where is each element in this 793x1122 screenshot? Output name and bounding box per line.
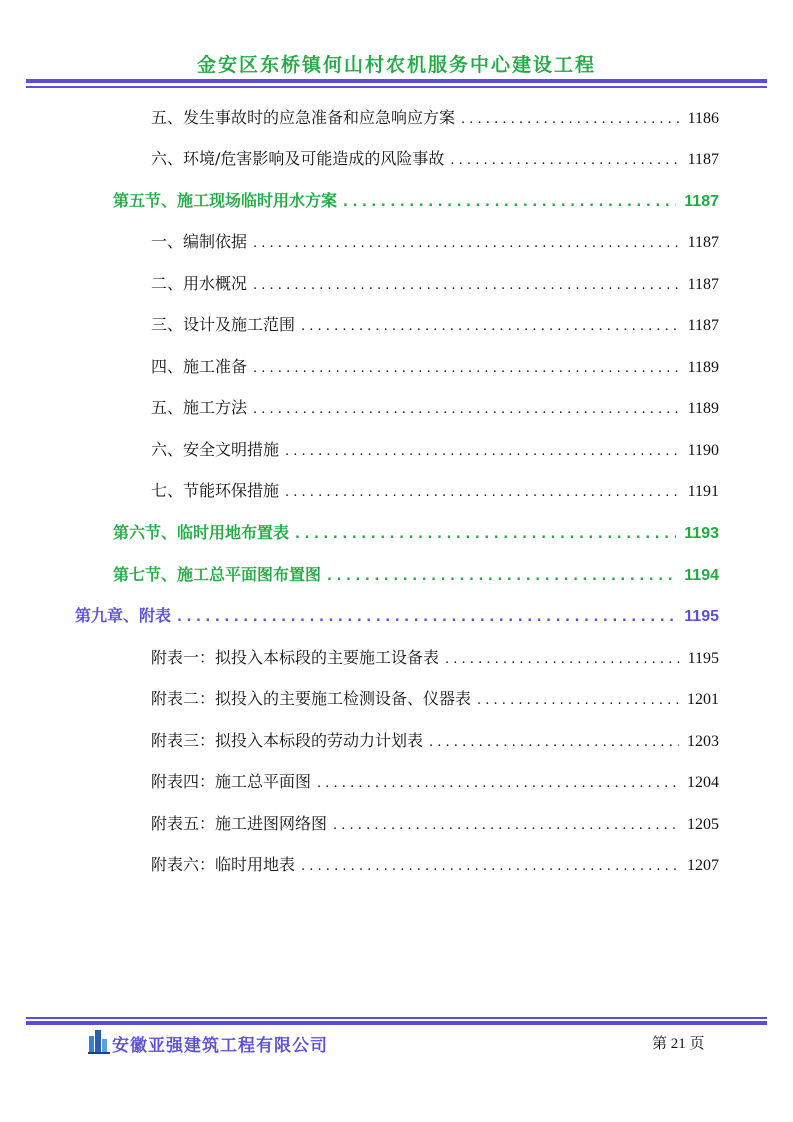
toc-leader-dots <box>301 315 680 339</box>
footer-company-name: 安徽亚强建筑工程有限公司 <box>112 1036 328 1056</box>
toc-entry[interactable] <box>151 396 719 420</box>
toc-title: 附表一：拟投入本标段的主要施工设备表 <box>151 648 440 667</box>
toc-page-number: 1195 <box>684 608 719 625</box>
toc-page-number: 1194 <box>684 567 719 584</box>
toc-title: 五、发生事故时的应急准备和应急响应方案 <box>151 108 456 127</box>
toc-title: 二、用水概况 <box>151 274 248 293</box>
toc-page-number: 1205 <box>687 816 719 833</box>
toc-title: 一、编制依据 <box>151 232 248 251</box>
toc-entry[interactable] <box>151 147 719 171</box>
toc-entry[interactable] <box>151 438 719 462</box>
toc-entry-section[interactable] <box>113 189 719 213</box>
toc-entry[interactable] <box>151 729 719 753</box>
toc-title: 附表六：临时用地表 <box>151 855 296 874</box>
header-rule-thick <box>26 79 767 83</box>
toc-leader-dots <box>177 606 676 630</box>
toc-page-number: 1191 <box>687 483 719 500</box>
toc-title: 七、节能环保措施 <box>151 481 280 500</box>
toc-page-number: 1203 <box>687 733 719 750</box>
toc-entry-chapter[interactable] <box>75 604 719 628</box>
toc-entry[interactable] <box>151 646 719 670</box>
toc-page-number: 1187 <box>687 234 719 251</box>
toc-entry-section[interactable] <box>113 521 719 545</box>
toc-page-number: 1189 <box>687 359 719 376</box>
toc-leader-dots <box>301 855 679 879</box>
toc-leader-dots <box>429 731 679 755</box>
toc-entry[interactable] <box>151 853 719 877</box>
toc-entry[interactable] <box>151 272 719 296</box>
toc-leader-dots <box>477 689 679 713</box>
toc-page-number: 1187 <box>687 317 719 334</box>
toc-page-number: 1195 <box>687 650 719 667</box>
toc-leader-dots <box>295 523 676 547</box>
toc-leader-dots <box>285 481 680 505</box>
toc-title: 五、施工方法 <box>151 398 248 417</box>
footer-rule-thick <box>26 1021 767 1025</box>
toc-title: 附表四：施工总平面图 <box>151 772 312 791</box>
toc-title: 附表二：拟投入的主要施工检测设备、仪器表 <box>151 689 472 708</box>
toc-title: 六、环境/危害影响及可能造成的风险事故 <box>151 149 445 168</box>
toc-title: 三、设计及施工范围 <box>151 315 296 334</box>
toc-page-number: 1193 <box>684 525 719 542</box>
building-logo-icon <box>88 1028 110 1054</box>
toc-leader-dots <box>327 565 676 589</box>
toc-entry[interactable] <box>151 230 719 254</box>
toc-leader-dots <box>285 440 680 464</box>
toc-page-number: 1189 <box>687 400 719 417</box>
toc-leader-dots <box>333 814 679 838</box>
footer-rule-thin <box>26 1017 767 1019</box>
toc-leader-dots <box>461 108 680 132</box>
header-rule-thin <box>26 86 767 88</box>
toc-entry[interactable] <box>151 313 719 337</box>
toc-entry[interactable] <box>151 479 719 503</box>
toc-leader-dots <box>253 274 680 298</box>
toc-leader-dots <box>445 648 680 672</box>
toc-leader-dots <box>343 191 676 215</box>
toc-entry[interactable] <box>151 770 719 794</box>
toc-title: 四、施工准备 <box>151 357 248 376</box>
toc-title: 六、安全文明措施 <box>151 440 280 459</box>
toc-title: 第七节、施工总平面图布置图 <box>113 565 322 584</box>
toc-leader-dots <box>317 772 679 796</box>
toc-title: 第九章、附表 <box>75 606 172 625</box>
toc-entry[interactable] <box>151 355 719 379</box>
toc-page-number: 1204 <box>687 774 719 791</box>
toc-page-number: 1207 <box>687 857 719 874</box>
toc-page-number: 1186 <box>687 110 719 127</box>
toc-leader-dots <box>253 357 680 381</box>
toc-entry[interactable] <box>151 687 719 711</box>
toc-title: 第五节、施工现场临时用水方案 <box>113 191 338 210</box>
toc-entry-section[interactable] <box>113 563 719 587</box>
toc-title: 第六节、临时用地布置表 <box>113 523 290 542</box>
toc-page-number: 1201 <box>687 691 719 708</box>
toc-page-number: 1190 <box>687 442 719 459</box>
toc-leader-dots <box>253 398 680 422</box>
toc-leader-dots <box>450 149 679 173</box>
toc-title: 附表五：施工进图网络图 <box>151 814 328 833</box>
toc-title: 附表三：拟投入本标段的劳动力计划表 <box>151 731 424 750</box>
footer-page-number: 第 21 页 <box>652 1036 705 1052</box>
toc-entry[interactable] <box>151 106 719 130</box>
toc-page-number: 1187 <box>687 151 719 168</box>
header-title: 金安区东桥镇何山村农机服务中心建设工程 <box>196 54 596 76</box>
toc-page-number: 1187 <box>684 193 719 210</box>
toc-page-number: 1187 <box>687 276 719 293</box>
toc-entry[interactable] <box>151 812 719 836</box>
toc-leader-dots <box>253 232 680 256</box>
